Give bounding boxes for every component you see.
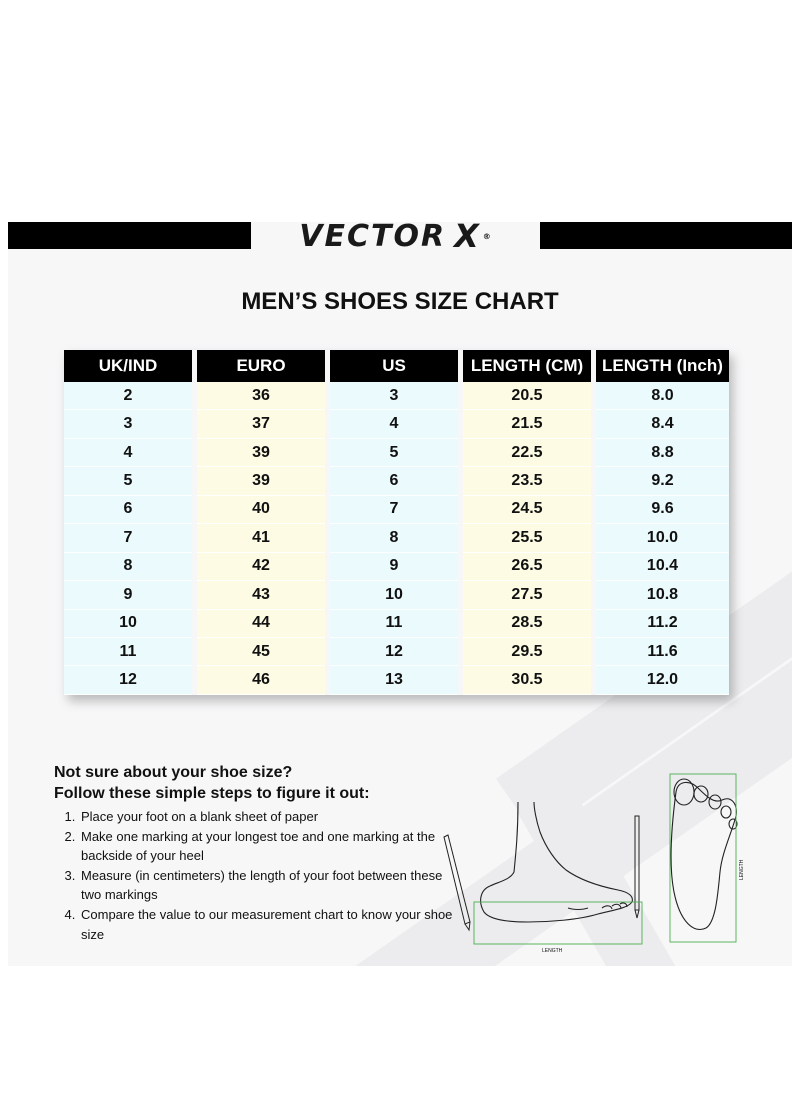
table-cell: 22.5 bbox=[463, 439, 591, 467]
column-body bbox=[197, 382, 325, 695]
table-cell: 10.8 bbox=[596, 581, 729, 609]
table-cell: 9 bbox=[330, 553, 458, 581]
table-cell: 12 bbox=[330, 638, 458, 666]
brand-logo bbox=[276, 222, 516, 254]
table-cell: 11.2 bbox=[596, 610, 729, 638]
table-cell: 23.5 bbox=[463, 467, 591, 495]
table-cell: 46 bbox=[197, 666, 325, 694]
table-cell: 8 bbox=[64, 553, 192, 581]
step-item: 4. Compare the value to our measurement chart to know your shoe size bbox=[79, 905, 464, 944]
table-column bbox=[463, 350, 591, 695]
page-title: MEN’S SHOES SIZE CHART bbox=[241, 288, 559, 315]
table-cell: 11 bbox=[64, 638, 192, 666]
help-section bbox=[54, 762, 464, 944]
table-cell: 10.0 bbox=[596, 524, 729, 552]
step-item: 1. Place your foot on a blank sheet of paper bbox=[79, 807, 464, 827]
size-chart-panel bbox=[8, 222, 792, 966]
table-cell: 42 bbox=[197, 553, 325, 581]
table-cell: 26.5 bbox=[463, 553, 591, 581]
table-cell: 3 bbox=[330, 382, 458, 410]
pencil-icon bbox=[635, 816, 639, 918]
table-cell: 7 bbox=[64, 524, 192, 552]
table-cell: 24.5 bbox=[463, 496, 591, 524]
table-cell: 4 bbox=[330, 410, 458, 438]
table-cell: 8.8 bbox=[596, 439, 729, 467]
help-question: Not sure about your shoe size? bbox=[54, 764, 293, 781]
table-cell: 12 bbox=[64, 666, 192, 694]
table-column bbox=[330, 350, 458, 695]
column-header: UK/IND bbox=[64, 350, 192, 382]
table-cell: 36 bbox=[197, 382, 325, 410]
table-cell: 2 bbox=[64, 382, 192, 410]
help-subheading: Follow these simple steps to figure it out: bbox=[54, 785, 370, 802]
steps-list bbox=[54, 807, 464, 944]
table-cell: 10 bbox=[64, 610, 192, 638]
table-cell: 8.0 bbox=[596, 382, 729, 410]
size-table bbox=[64, 350, 729, 695]
table-cell: 39 bbox=[197, 439, 325, 467]
table-cell: 8 bbox=[330, 524, 458, 552]
table-cell: 9.6 bbox=[596, 496, 729, 524]
column-body bbox=[596, 382, 729, 695]
top-length-label: LENGTH bbox=[739, 859, 745, 880]
table-cell: 11 bbox=[330, 610, 458, 638]
table-cell: 29.5 bbox=[463, 638, 591, 666]
column-body bbox=[330, 382, 458, 695]
header-bar-left bbox=[8, 222, 251, 249]
foot-illustration bbox=[418, 762, 792, 952]
table-cell: 12.0 bbox=[596, 666, 729, 694]
side-length-label: LENGTH bbox=[542, 948, 563, 952]
table-cell: 45 bbox=[197, 638, 325, 666]
length-guide-side bbox=[474, 902, 642, 944]
table-cell: 9 bbox=[64, 581, 192, 609]
table-cell: 7 bbox=[330, 496, 458, 524]
table-cell: 44 bbox=[197, 610, 325, 638]
table-cell: 30.5 bbox=[463, 666, 591, 694]
table-cell: 6 bbox=[330, 467, 458, 495]
table-cell: 39 bbox=[197, 467, 325, 495]
column-header: US bbox=[330, 350, 458, 382]
header-bar-right bbox=[540, 222, 792, 249]
column-header: EURO bbox=[197, 350, 325, 382]
table-cell: 10.4 bbox=[596, 553, 729, 581]
table-column bbox=[197, 350, 325, 695]
step-item: 2. Make one marking at your longest toe and one marking at the backside of your heel bbox=[79, 827, 464, 866]
table-cell: 10 bbox=[330, 581, 458, 609]
column-body bbox=[463, 382, 591, 695]
table-cell: 43 bbox=[197, 581, 325, 609]
column-header: LENGTH (Inch) bbox=[596, 350, 729, 382]
registered-mark: ® bbox=[482, 231, 493, 241]
column-header: LENGTH (CM) bbox=[463, 350, 591, 382]
brand-mark: X bbox=[454, 222, 481, 255]
table-column bbox=[596, 350, 729, 695]
step-item: 3. Measure (in centimeters) the length of your foot between these two markings bbox=[79, 866, 464, 905]
table-cell: 4 bbox=[64, 439, 192, 467]
table-cell: 28.5 bbox=[463, 610, 591, 638]
column-body bbox=[64, 382, 192, 695]
table-cell: 27.5 bbox=[463, 581, 591, 609]
table-cell: 6 bbox=[64, 496, 192, 524]
table-cell: 41 bbox=[197, 524, 325, 552]
brand-name: VECTOR bbox=[299, 222, 447, 254]
table-cell: 25.5 bbox=[463, 524, 591, 552]
pencil-icon bbox=[444, 835, 470, 930]
table-cell: 37 bbox=[197, 410, 325, 438]
table-cell: 21.5 bbox=[463, 410, 591, 438]
table-cell: 40 bbox=[197, 496, 325, 524]
table-cell: 11.6 bbox=[596, 638, 729, 666]
foot-side-icon bbox=[481, 802, 633, 922]
table-cell: 20.5 bbox=[463, 382, 591, 410]
table-cell: 5 bbox=[64, 467, 192, 495]
table-cell: 8.4 bbox=[596, 410, 729, 438]
table-cell: 13 bbox=[330, 666, 458, 694]
foot-top-icon bbox=[671, 779, 737, 930]
table-cell: 9.2 bbox=[596, 467, 729, 495]
table-cell: 3 bbox=[64, 410, 192, 438]
table-column bbox=[64, 350, 192, 695]
table-cell: 5 bbox=[330, 439, 458, 467]
